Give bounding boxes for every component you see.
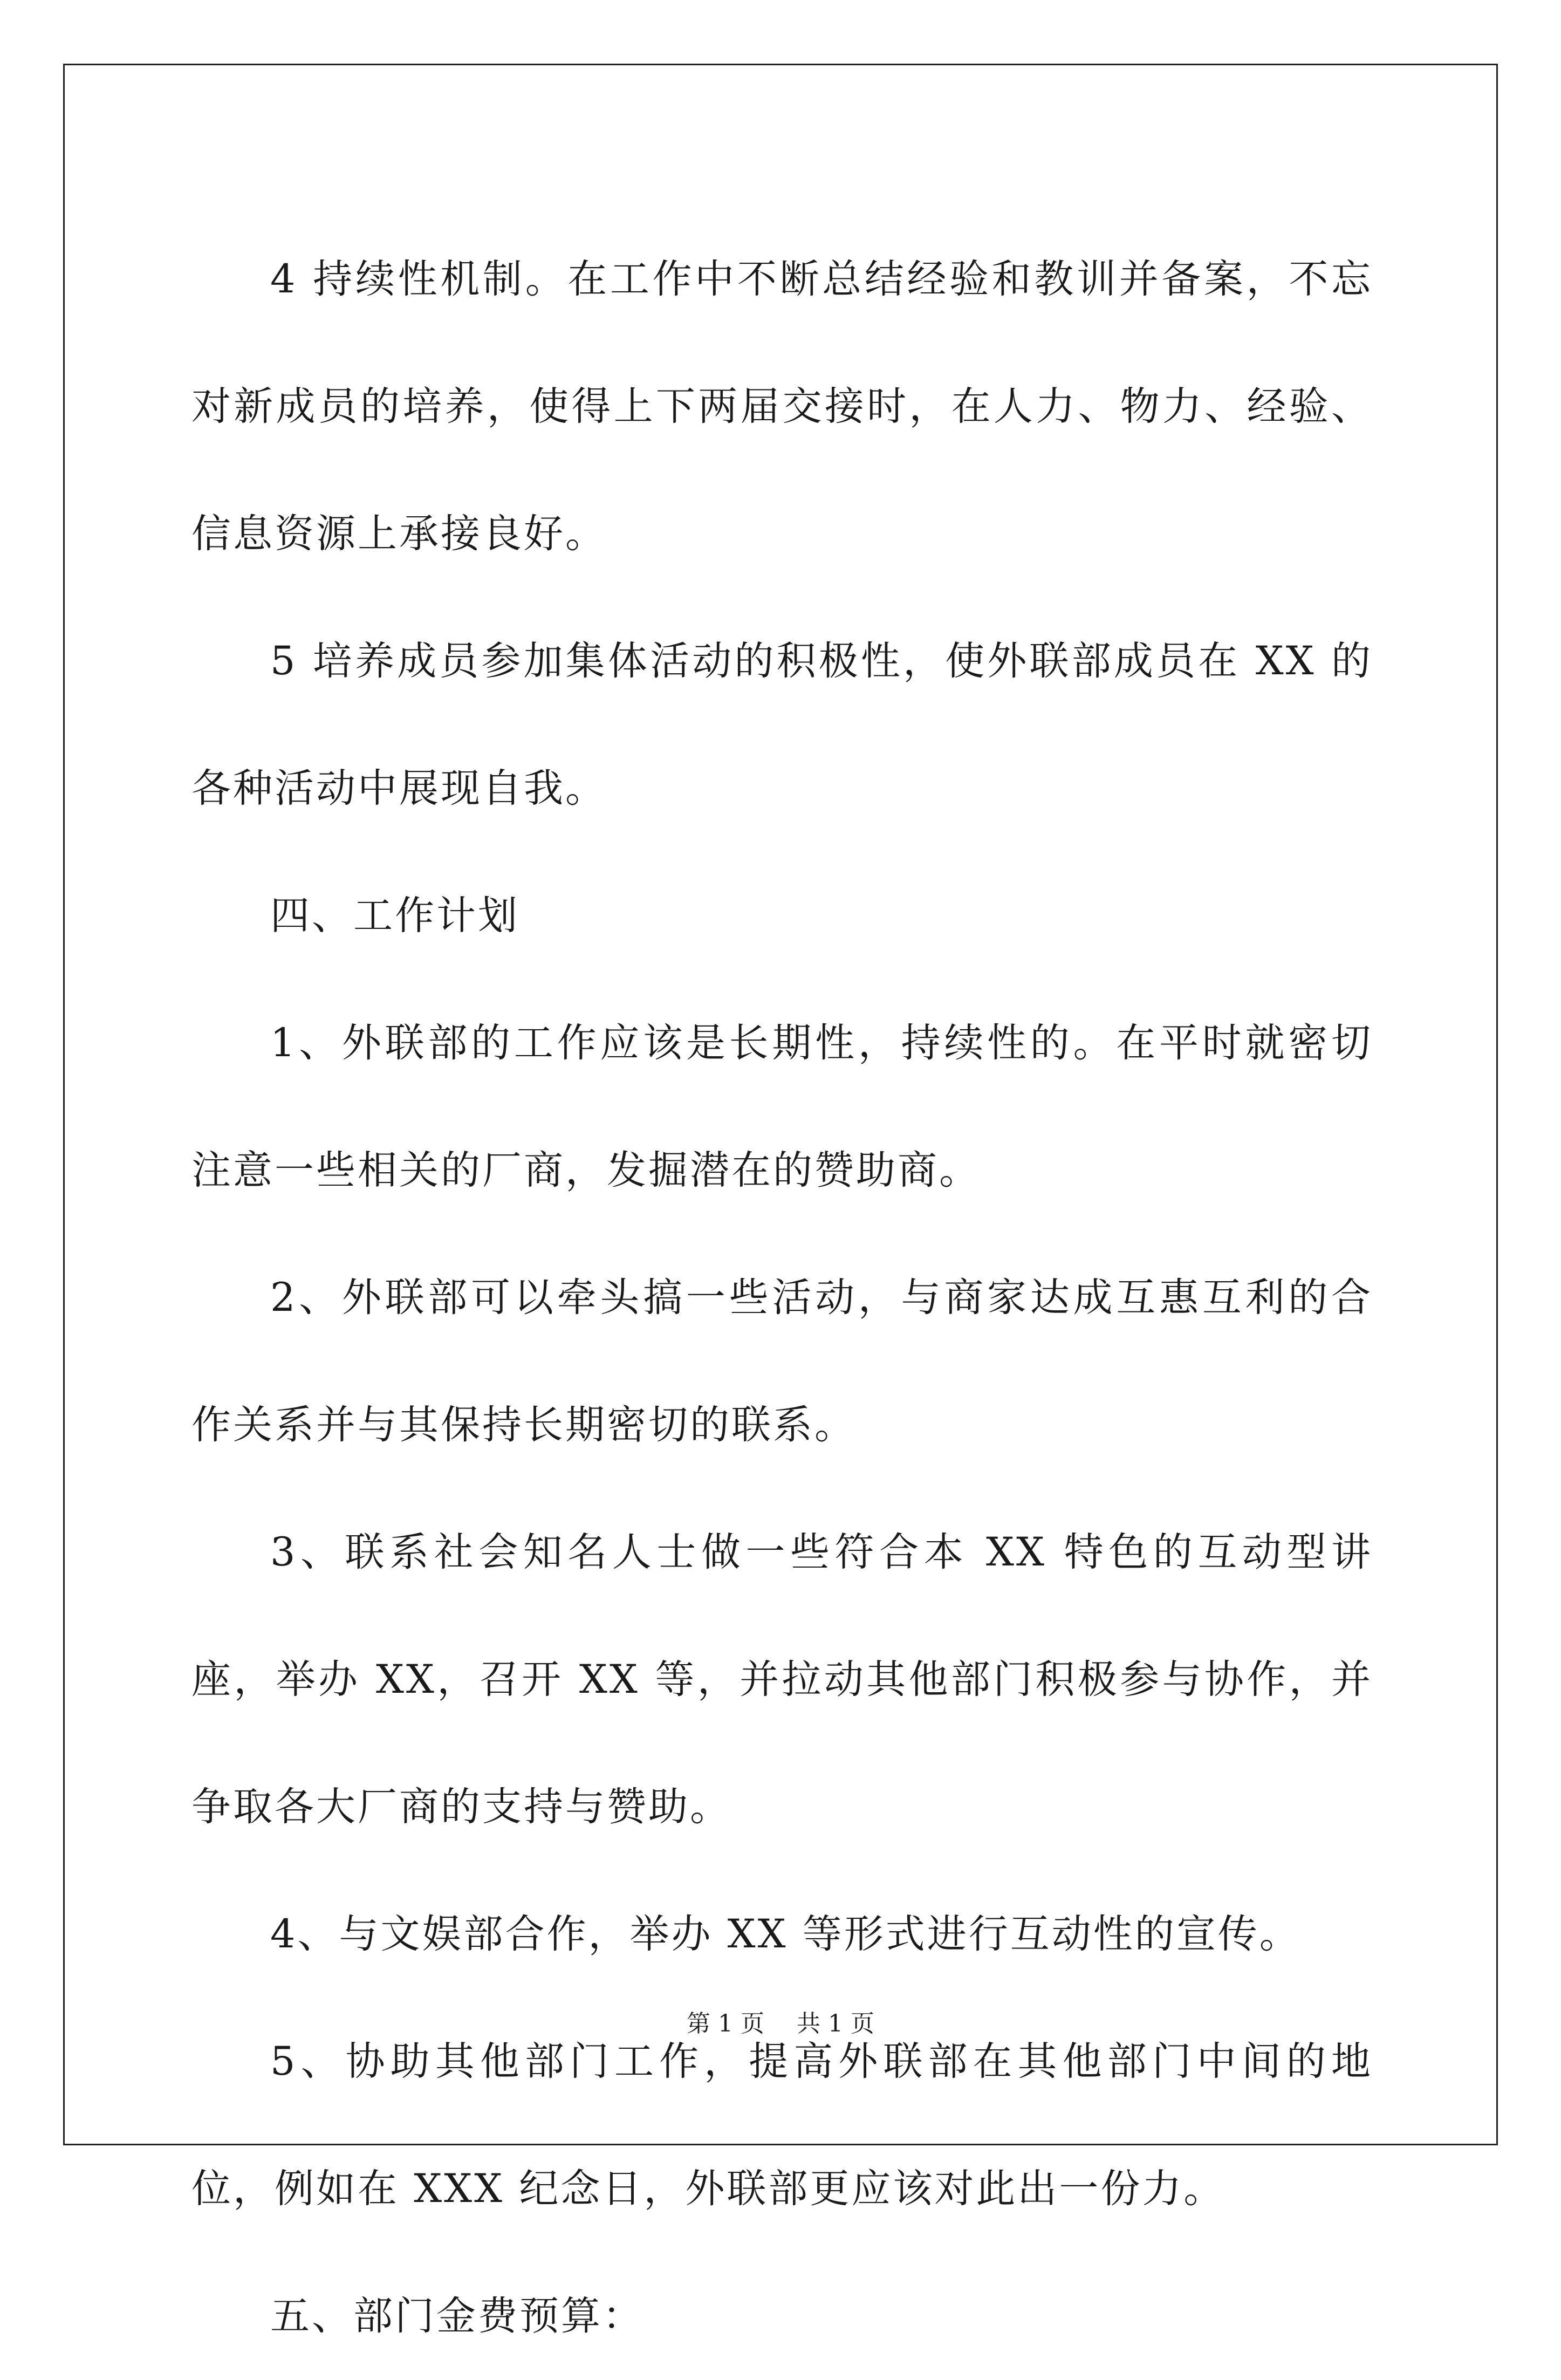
paragraph-member-activity: 5 培养成员参加集体活动的积极性，使外联部成员在 XX 的各种活动中展现自我。 [191,638,1373,811]
paragraph-plan-item-1: 1、外联部的工作应该是长期性，持续性的。在平时就密切注意一些相关的厂商，发掘潜在的赞助商。 [191,1020,1373,1193]
section-heading-work-plan: 四、工作计划 [270,893,519,939]
document-body [191,216,1373,2380]
paragraph-plan-item-3: 3、联系社会知名人士做一些符合本 XX 特色的互动型讲座，举办 XX，召开 XX 等，并拉动其他部门积极参与协作，并争取各大厂商的支持与赞助。 [191,1529,1373,1830]
paragraph-plan-item-2: 2、外联部可以牵头搞一些活动，与商家达成互惠互利的合作关系并与其保持长期密切的联系。 [191,1275,1373,1448]
paragraph-plan-item-4: 4、与文娱部合作，举办 XX 等形式进行互动性的宣传。 [270,1911,1301,1957]
paragraph-plan-item-5: 5、协助其他部门工作，提高外联部在其他部门中间的地位，例如在 XXX 纪念日，外联部更应该对此出一份力。 [191,2039,1373,2212]
section-heading-budget: 五、部门金费预算： [270,2293,644,2339]
paragraph-continuity-mechanism: 4 持续性机制。在工作中不断总结经验和教训并备案，不忘对新成员的培养，使得上下两届交接时，在人力、物力、经验、信息资源上承接良好。 [191,256,1373,557]
page-total: 共 1 页 [797,2010,874,2037]
page-number: 第 1 页 [687,2010,764,2037]
page-footer [0,2008,1561,2040]
